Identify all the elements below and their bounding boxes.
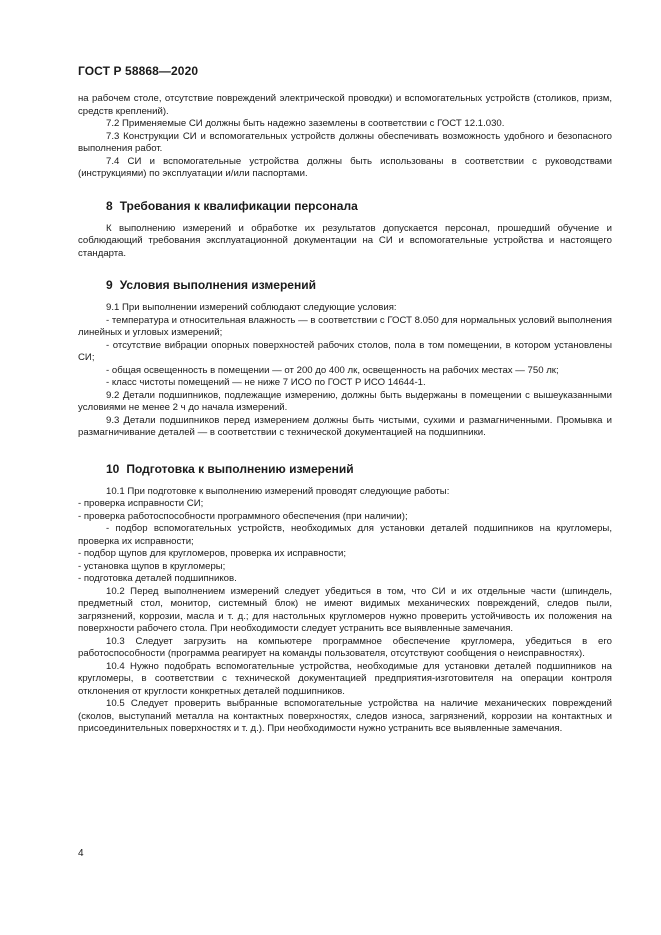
list-item: - общая освещенность в помещении — от 200 до 400 лк, освещенность на рабочих местах — 750 лк; (106, 364, 559, 376)
paragraph: 10.4 Нужно подобрать вспомогательные устройства, необходимые для установки деталей подшипников на кругломеры, в соответствии с технической документацией предприятия-изготовителя на операции контроля отклонения от круглости конкретных деталей подшипников. (78, 660, 612, 697)
paragraph: 10.1 При подготовке к выполнению измерений проводят следующие работы: (106, 485, 450, 497)
document-body (78, 93, 612, 736)
section-title: Подготовка к выполнению измерений (126, 461, 354, 476)
list-item: - температура и относительная влажность — в соответствии с ГОСТ 8.050 для нормальных условий выполнения линейных и угловых измерений; (78, 314, 612, 338)
paragraph: К выполнению измерений и обработке их результатов допускается персонал, прошедший обучение и соблюдающий требования эксплуатационной документации на СИ и вспомогательные устройства и настоящего стандарта. (78, 222, 612, 259)
paragraph: 9.3 Детали подшипников перед измерением должны быть чистыми, сухими и размагниченными. Промывка и размагничивание деталей — в соответствии с технической документацией на подшипники. (78, 414, 612, 438)
section-heading-8 (78, 199, 612, 214)
list-item: - подготовка деталей подшипников. (78, 573, 237, 584)
paragraph: 7.4 СИ и вспомогательные устройства должны быть использованы в соответствии с руководствами (инструкциями) по эксплуатации и/или паспортами. (78, 155, 612, 179)
page-number: 4 (78, 848, 84, 859)
paragraph: 10.3 Следует загрузить на компьютере программное обеспечение кругломера, убедиться в его работоспособности (программа реагирует на команды пользователя, отсутствуют сообщения о неисправностях). (78, 635, 612, 659)
section-number: 9 (106, 278, 113, 292)
section-number: 10 (106, 461, 120, 476)
paragraph: 9.2 Детали подшипников, подлежащие измерению, должны быть выдержаны в помещении с вышеуказанными условиями не менее 2 ч до начала измерений. (78, 389, 612, 413)
paragraph: 7.3 Конструкции СИ и вспомогательных устройств должны обеспечивать возможность удобного и безопасного выполнения работ. (78, 130, 612, 154)
paragraph: 9.1 При выполнении измерений соблюдают следующие условия: (106, 302, 397, 313)
list-item: - класс чистоты помещений — не ниже 7 ИСО по ГОСТ Р ИСО 14644-1. (106, 377, 426, 388)
section-number: 8 (106, 198, 113, 213)
section-title: Требования к квалификации персонала (119, 198, 358, 213)
list-item: - проверка исправности СИ; (78, 498, 204, 509)
section-heading-10 (78, 462, 612, 477)
paragraph: 10.2 Перед выполнением измерений следует убедиться в том, что СИ и их отдельные части (шпиндель, предметный стол, монитор, системный блок) не имеют видимых механических повреждений, следов пыли, загрязнений, коррозии, масла и т. д.; для настольных кругломеров нужно проверить устойчивость их положения на поверхности рабочего стола. При необходимости следует устранить все выявленные замечания. (78, 585, 612, 634)
paragraph: 10.5 Следует проверить выбранные вспомогательные устройства на наличие механических повреждений (сколов, выступаний металла на контактных поверхностях, следов износа, загрязнений, коррозии на контактных и присоединительных поверхностях и т. д.). При необходимости нужно устранить все выявленные замечания. (78, 698, 612, 734)
list-item: - проверка работоспособности программного обеспечения (при наличии); (78, 510, 408, 522)
document-header: ГОСТ Р 58868—2020 (78, 64, 199, 78)
list-item: - отсутствие вибрации опорных поверхностей рабочих столов, пола в том помещении, в котором установлены СИ; (78, 339, 612, 363)
list-item: - подбор щупов для кругломеров, проверка их исправности; (78, 548, 347, 559)
list-item: - установка щупов в кругломеры; (78, 560, 226, 572)
list-item: - подбор вспомогательных устройств, необходимых для установки деталей подшипников на кругломеры, проверка их исправности; (78, 523, 612, 547)
section-heading-9 (78, 278, 612, 293)
paragraph: на рабочем столе, отсутствие повреждений электрической проводки) и вспомогательных устройств (столиков, призм, средств креплений). (78, 93, 612, 117)
section-title: Условия выполнения измерений (119, 278, 316, 292)
paragraph: 7.2 Применяемые СИ должны быть надежно заземлены в соответствии с ГОСТ 12.1.030. (106, 118, 505, 129)
